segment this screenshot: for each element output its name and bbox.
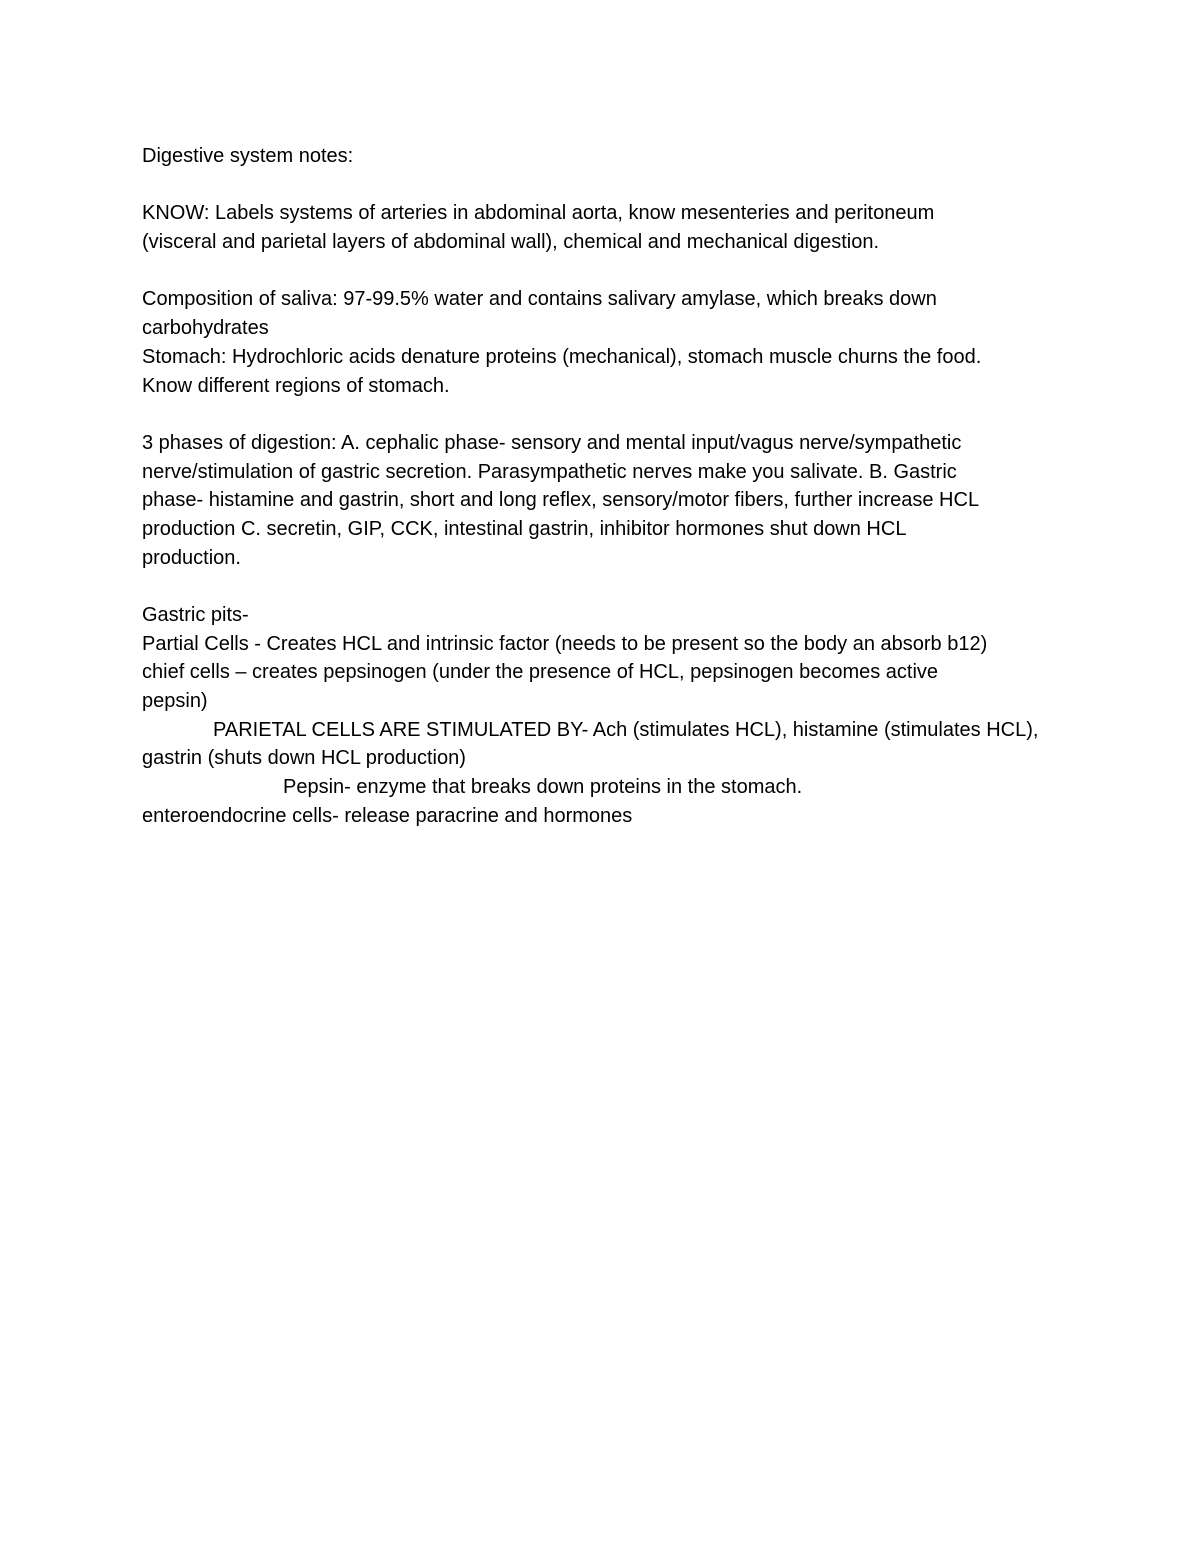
gastric-pits-heading: Gastric pits- <box>142 604 249 626</box>
partial-cells-line: Partial Cells - Creates HCL and intrinsic factor (needs to be present so the body an absorb b12) <box>142 632 988 655</box>
blank-line <box>142 257 1062 286</box>
chief-cells-line-1: chief cells – creates pepsinogen (under the presence of HCL, pepsinogen becomes active <box>142 661 939 684</box>
know-line-2: (visceral and parietal layers of abdominal wall), chemical and mechanical digestion. <box>142 231 880 254</box>
blank-line <box>142 171 1062 200</box>
parietal-cells-line-1: PARIETAL CELLS ARE STIMULATED BY- Ach (stimulates HCL), histamine (stimulates HCL), <box>213 718 1039 741</box>
document-title: Digestive system notes: <box>142 145 354 167</box>
blank-line <box>142 572 1062 601</box>
phases-line-4: production C. secretin, GIP, CCK, intestinal gastrin, inhibitor hormones shut down HCL <box>142 517 907 540</box>
enteroendocrine-line: enteroendocrine cells- release paracrine and hormones <box>142 804 633 827</box>
saliva-line-1: Composition of saliva: 97-99.5% water and contains salivary amylase, which breaks down <box>142 288 937 311</box>
phases-line-5: production. <box>142 546 241 569</box>
stomach-line-2: Know different regions of stomach. <box>142 374 450 397</box>
chief-cells-line-2: pepsin) <box>142 690 208 713</box>
blank-line <box>142 400 1062 429</box>
know-line-1: KNOW: Labels systems of arteries in abdominal aorta, know mesenteries and peritoneum <box>142 202 935 225</box>
parietal-cells-line-2: gastrin (shuts down HCL production) <box>142 747 466 770</box>
phases-line-3: phase- histamine and gastrin, short and long reflex, sensory/motor fibers, further increase HCL <box>142 489 980 512</box>
pepsin-line: Pepsin- enzyme that breaks down proteins in the stomach. <box>283 776 803 799</box>
document-body <box>142 142 1062 831</box>
stomach-line-1: Stomach: Hydrochloric acids denature proteins (mechanical), stomach muscle churns the food. <box>142 345 982 368</box>
phases-line-2: nerve/stimulation of gastric secretion. Parasympathetic nerves make you salivate. B. Gastric <box>142 460 957 483</box>
phases-line-1: 3 phases of digestion: A. cephalic phase- sensory and mental input/vagus nerve/sympathetic <box>142 431 962 454</box>
saliva-line-2: carbohydrates <box>142 317 269 340</box>
